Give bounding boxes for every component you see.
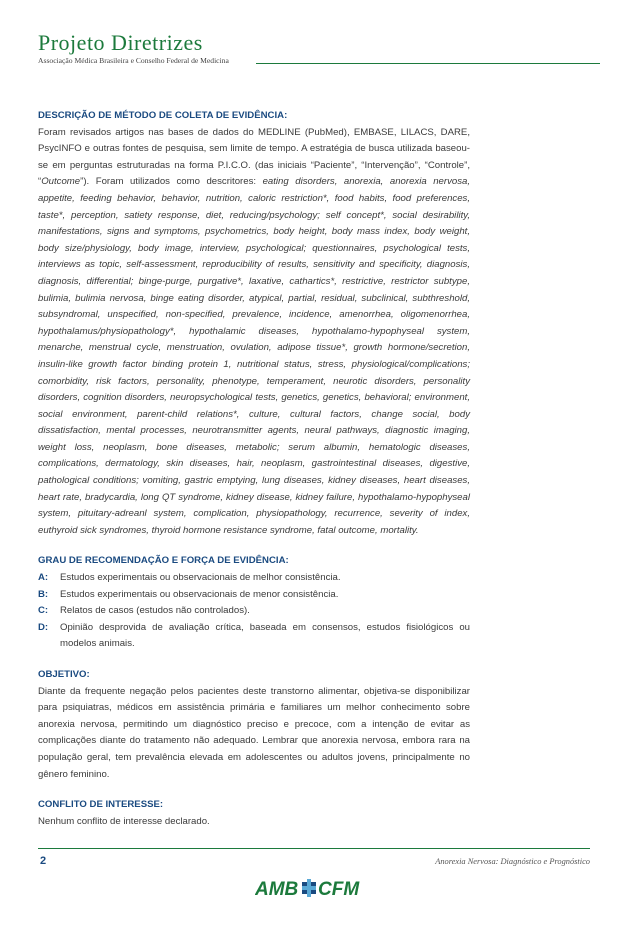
amb-cfm-logo	[255, 877, 377, 899]
page-number: 2	[40, 855, 47, 867]
objective-text: Diante da frequente negação pelos pacientes deste transtorno alimentar, objetiva-se disponibilizar para psiquiatras, médicos em assistência primária e familiares um melhor conhecimento sobre anorexia nervosa, permitindo um diagnóstico preciso e precoce, com a intenção de evitar as complicações diante do tratamento não adequado. Lembrar que anorexia nervosa, embora rara na população geral, tem prevalência elevada em adolescentes ou adultos jovens, principalmente no gênero feminino.	[38, 685, 470, 780]
amb-cfm-logo-icon	[255, 877, 377, 899]
project-title: Projeto Diretrizes	[38, 30, 203, 55]
grade-letter: A:	[38, 572, 49, 584]
method-intro-end: ”). Foram utilizados como descritores:	[80, 176, 263, 188]
svg-text:AMB: AMB	[255, 879, 299, 899]
grade-letter: B:	[38, 588, 49, 600]
grade-text: Estudos experimentais ou observacionais de menor consistência.	[60, 588, 339, 600]
grade-text: Estudos experimentais ou observacionais de melhor consistência.	[60, 572, 341, 584]
grades-heading: GRAU DE RECOMENDAÇÃO E FORÇA DE EVIDÊNCIA:	[38, 555, 289, 567]
running-title: Anorexia Nervosa: Diagnóstico e Prognóstico	[435, 857, 590, 866]
main-content	[38, 108, 470, 830]
grade-row-d	[38, 620, 470, 653]
outcome-word: Outcome	[41, 176, 81, 188]
header-divider	[256, 63, 600, 64]
method-intro: Foram revisados artigos nas bases de dados do MEDLINE (PubMed), EMBASE, LILACS, DARE, PsycINFO e outras fontes de pesquisa, sem limite de tempo. A estratégia de busca utilizada baseou-se em perguntas estruturadas na forma P.I.C.O. (das iniciais “Paciente”, “Intervenção”, “Controle”, “	[38, 126, 470, 188]
grade-letter: D:	[38, 621, 49, 633]
grade-text: Relatos de casos (estudos não controlados).	[60, 605, 250, 617]
page-header	[38, 30, 600, 66]
project-subtitle: Associação Médica Brasileira e Conselho Federal de Medicina	[38, 56, 229, 65]
grade-letter: C:	[38, 605, 49, 617]
grade-row-c	[38, 603, 470, 620]
method-descriptors: eating disorders, anorexia, anorexia nervosa, appetite, feeding behavior, behavior, nutrition, caloric restriction*, food habits, food preferences, taste*, perception, satiety response, diet, reducing/psychology; self concept*, social desirability, manifestations, signs and symptoms, psychometrics, body height, body mass index, body weight, body size/physiology, body image, interview, psychological; questionnaires, psychological tests, interviews as topic, self-assessment, reproducibility of results, sensitivity and specificity, diagnosis, diagnosis, differential; binge-purge, purgative*, laxative, cathartics*, restrictive, restrictor subtype, bulimia, bulimia nervosa, binge eating disorder, atypical, partial, residual, subclinical, subthreshold, subsyndromal, unspecified, non-specified, prevalence, incidence, amenorrhea, oligomenorrhea, hypothalamus/physiopathology*, hypothalamic diseases, hypothalamo-hypophyseal system, menarche, menstrual cycle, menstruation, ovulation, adipose tissue*, growth hormone/secretion, insulin-like growth factor binding protein 1, nutritional status, stress, physiological/complications; comorbidity, risk factors, personality, phenotype, temperament, neurotic disorders, personality disorders, cognition disorders, neuropsychological tests, genetics, genetics, behavioral; environment, social environment, parent-child relations*, culture, cultural factors, change social, body dissatisfaction, mental processes, neurotransmitter agents, neural pathways, diagnostic imaging, weight loss, neoplasm, bone diseases, metabolic; serum albumin, hematologic diseases, complications, dermatology, skin diseases, hair, neoplasm, gastrointestinal diseases, digestive, pathological conditions; vomiting, gastric emptying, lung diseases, kidney diseases, heart diseases, heart rate, bradycardia, long QT syndrome, kidney disease, kidney failure, hypothalamo-hypophyseal system, pituitary-adreanl system, complication, physiopathology, recurrence, severity of index, euthyroid sick syndromes, thyroid hormone resistance syndrome, fatal outcome, mortality.	[38, 176, 470, 536]
grade-text: Opinião desprovida de avaliação crítica, baseada em consensos, estudos fisiológicos ou modelos animais.	[60, 621, 470, 650]
page-footer	[38, 848, 590, 872]
grade-row-b	[38, 587, 470, 604]
grade-row-a	[38, 570, 470, 587]
svg-text:CFM: CFM	[318, 879, 360, 899]
method-heading: DESCRIÇÃO DE MÉTODO DE COLETA DE EVIDÊNCIA:	[38, 110, 288, 121]
objective-heading: OBJETIVO:	[38, 669, 90, 680]
conflict-heading: CONFLITO DE INTERESSE:	[38, 799, 164, 811]
footer-divider	[38, 848, 590, 849]
conflict-text: Nenhum conflito de interesse declarado.	[38, 815, 210, 827]
method-body	[38, 125, 470, 540]
